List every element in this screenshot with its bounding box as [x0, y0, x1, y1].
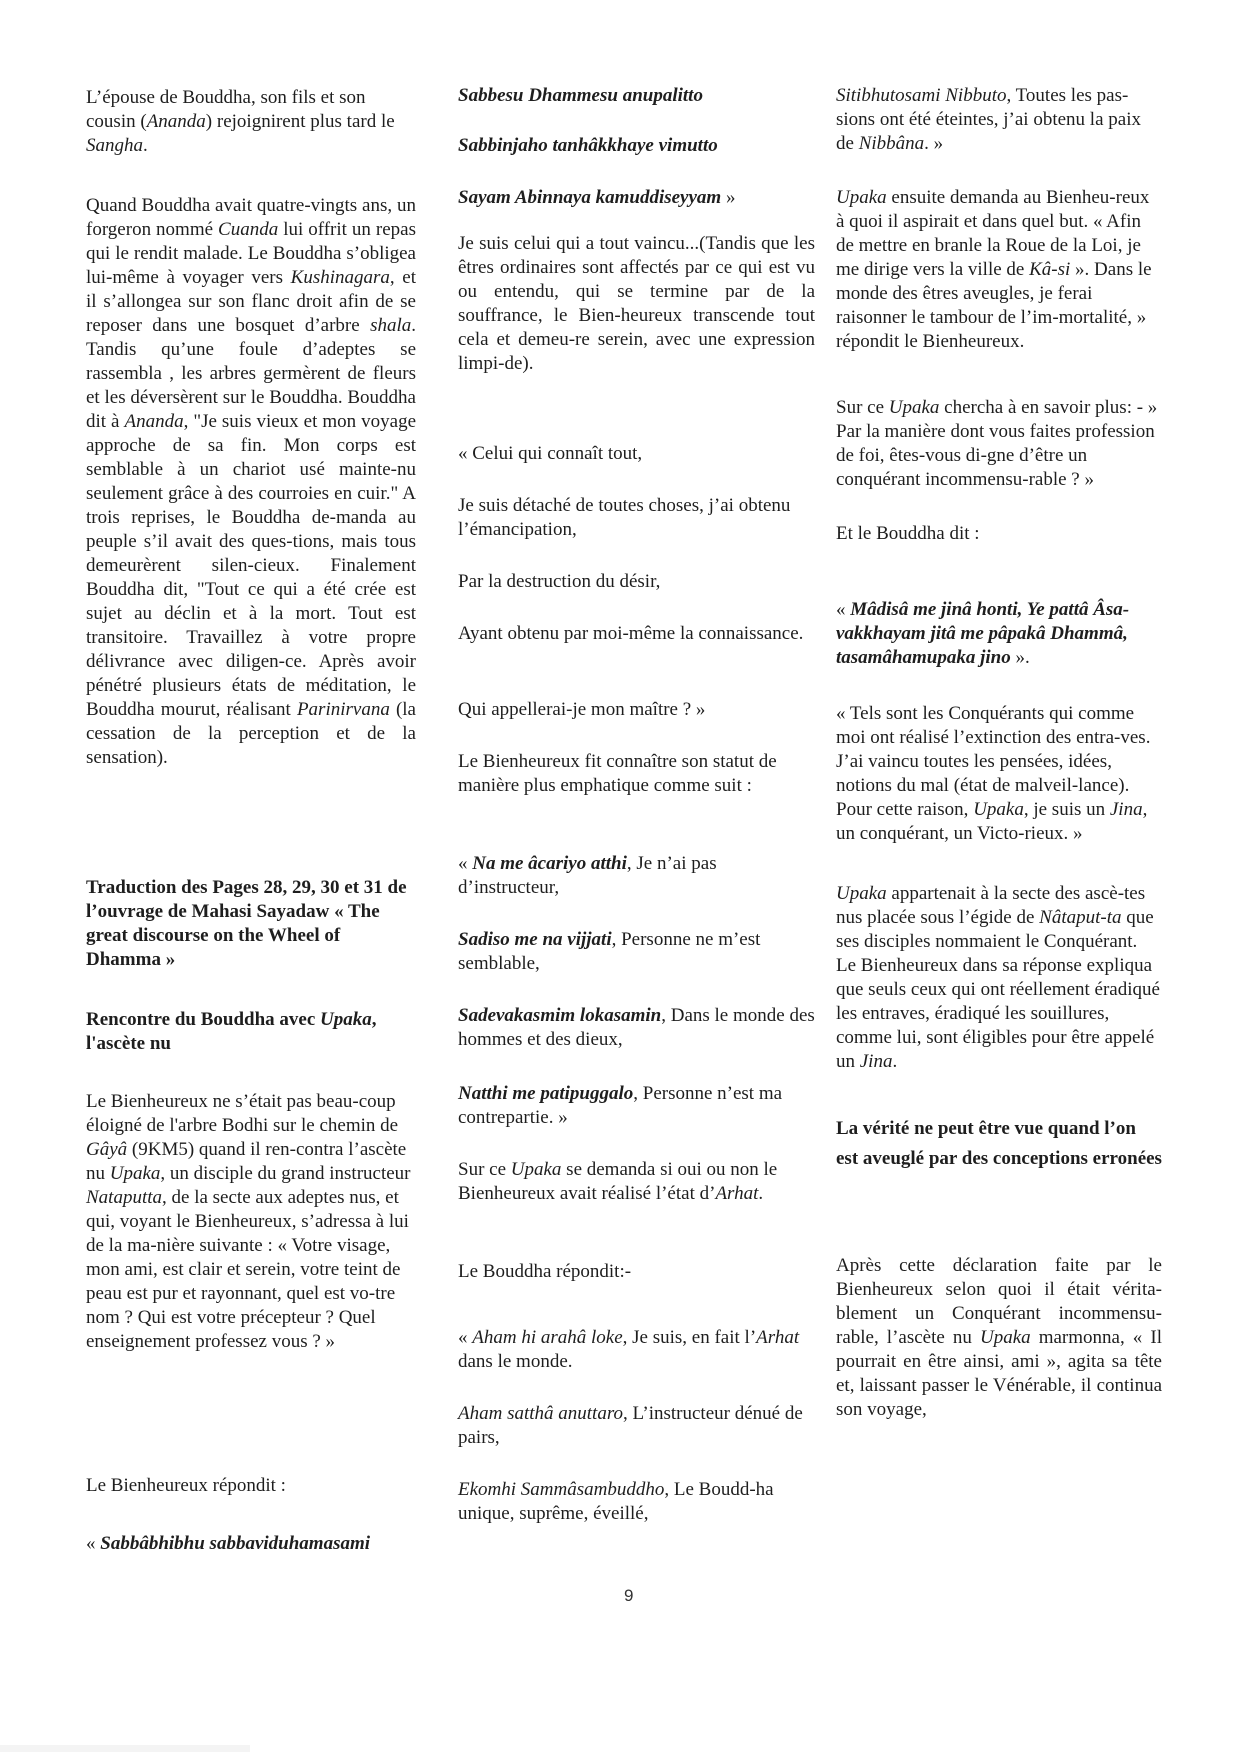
paragraph: Et le Bouddha dit :: [836, 523, 980, 544]
paragraph: Quand Bouddha avait quatre-vingts ans, un forgeron nommé Cuanda lui offrit un repas qui le rendit malade. Le Bouddha s’obligea lui-même à voyager vers Kushinagara, et il s’allongea sur son flanc droit afin de se reposer dans une bosquet d’arbre shala. Tandis qu’une foule d’adeptes se rassembla , les arbres germèrent de fleurs et les déversèrent sur le Bouddha. Bouddha dit à Ananda, "Je suis vieux et mon voyage approche de sa fin. Mon corps est semblable à un chariot usé mainte-nu seulement grâce à des courroies en cuir." A trois reprises, le Bouddha de-manda au peuple s’il avait des ques-tions, mais tous demeurèrent silen-cieux. Finalement Bouddha dit, "Tout ce qui a été crée est sujet au déclin et à la mort. Tout est transitoire. Travaillez à votre propre délivrance avec diligen-ce. Après avoir pénétré plusieurs états de méditation, le Bouddha mourut, réalisant Parinirvana (la cessation de la perception et de la sensation).: [86, 195, 417, 768]
verse: Sitibhutosami Nibbuto, Toutes les pas-sions ont été éteintes, j’ai obtenu la paix de Nibbâna. »: [836, 85, 1141, 154]
paragraph: Je suis détaché de toutes choses, j’ai obtenu l’émancipation,: [458, 495, 791, 540]
paragraph: Le Bienheureux ne s’était pas beau-coup éloigné de l'arbre Bodhi sur le chemin de Gâyâ (9KM5) quand il ren-contra l’ascète nu Upaka, un disciple du grand instructeur Nataputta, de la secte aux adeptes nus, et qui, voyant le Bienheureux, s’adressa à lui de la ma-nière suivante : « Votre visage, mon ami, est clair et serein, votre teint de peau est pur et rayonnant, quel est vo-tre nom ? Qui est votre précepteur ? Quel enseignement professez vous ? »: [86, 1091, 411, 1352]
paragraph: L’épouse de Bouddha, son fils et son cousin (Ananda) rejoignirent plus tard le Sangha.: [86, 87, 395, 156]
section-heading: La vérité ne peut être vue quand l’on est aveuglé par des conceptions erronées: [836, 1118, 1162, 1169]
verse: « Sabbâbhibhu sabbaviduhamasami: [86, 1533, 371, 1554]
paragraph: Après cette déclaration faite par le Bienheureux selon quoi il était vérita-blement un Conquérant incommensu-rable, l’ascète nu Upaka marmonna, « Il pourrait en être ainsi, ami », agita sa tête et, laissant passer le Vénérable, il continua son voyage,: [836, 1255, 1162, 1420]
paragraph: Ayant obtenu par moi-même la connaissance.: [458, 623, 804, 644]
paragraph: Le Bienheureux répondit :: [86, 1475, 286, 1496]
paragraph: Qui appellerai-je mon maître ? »: [458, 699, 706, 720]
section-heading: Rencontre du Bouddha avec Upaka, l'ascète nu: [86, 1009, 377, 1054]
paragraph: « Celui qui connaît tout,: [458, 443, 643, 464]
paragraph: Le Bienheureux fit connaître son statut de manière plus emphatique comme suit :: [458, 751, 777, 796]
verse: Sayam Abinnaya kamuddiseyyam »: [458, 187, 736, 208]
paragraph: Upaka ensuite demanda au Bienheu-reux à quoi il aspirait et dans quel but. « Afin de mettre en branle la Roue de la Loi, je me dirige vers la ville de Kâ-si ». Dans le monde des êtres aveugles, je ferai raisonner le tambour de l’im-mortalité, » répondit le Bienheureux.: [836, 187, 1152, 352]
paragraph: Par la destruction du désir,: [458, 571, 661, 592]
verse: Natthi me patipuggalo, Personne n’est ma contrepartie. »: [458, 1083, 783, 1128]
verse: Ekomhi Sammâsambuddho, Le Boudd-ha unique, suprême, éveillé,: [458, 1479, 774, 1524]
paragraph: « Tels sont les Conquérants qui comme moi ont réalisé l’extinction des entra-ves. J’ai vaincu toutes les pensées, idées, notions du mal (état de malveil-lance). Pour cette raison, Upaka, je suis un Jina, un conquérant, un Victo-rieux. »: [836, 703, 1151, 844]
paragraph: Sur ce Upaka se demanda si oui ou non le Bienheureux avait réalisé l’état d’Arhat.: [458, 1159, 778, 1204]
verse: Sabbesu Dhammesu anupalitto: [458, 85, 703, 106]
verse: Sabbinjaho tanhâkkhaye vimutto: [458, 135, 718, 156]
scan-edge: [0, 1745, 250, 1752]
page-number: 9: [624, 1586, 634, 1605]
paragraph: Le Bouddha répondit:-: [458, 1261, 632, 1282]
paragraph: Upaka appartenait à la secte des ascè-tes nus placée sous l’égide de Nâtaput-ta que ses disciples nommaient le Conquérant. Le Bienheureux dans sa réponse expliqua que seuls ceux qui ont réellement éradiqué les entraves, éradiqué les souillures, comme lui, sont éligibles pour être appelé un Jina.: [836, 883, 1160, 1072]
verse: « Na me âcariyo atthi, Je n’ai pas d’instructeur,: [458, 853, 717, 898]
paragraph: Je suis celui qui a tout vaincu...(Tandis que les êtres ordinaires sont affectés par ce qui est vu ou entendu, qui se termine par de la souffrance, le Bien-heureux transcende tout cela et demeu-re serein, avec une expression limpi-de).: [458, 233, 815, 374]
paragraph: Sur ce Upaka chercha à en savoir plus: - » Par la manière dont vous faites profession de foi, êtes-vous di-gne d’être un conquérant incommensu-rable ? »: [836, 397, 1158, 490]
verse: Aham satthâ anuttaro, L’instructeur dénué de pairs,: [458, 1403, 803, 1448]
verse: Sadiso me na vijjati, Personne ne m’est semblable,: [458, 929, 761, 974]
verse: Sadevakasmim lokasamin, Dans le monde des hommes et des dieux,: [458, 1005, 815, 1050]
section-heading: Traduction des Pages 28, 29, 30 et 31 de l’ouvrage de Mahasi Sayadaw « The great discourse on the Wheel of Dhamma »: [86, 877, 407, 970]
verse: « Mâdisâ me jinâ honti, Ye pattâ Âsa-vakkhayam jitâ me pâpakâ Dhammâ, tasamâhamupaka jino ».: [836, 599, 1130, 668]
verse: « Aham hi arahâ loke, Je suis, en fait l’Arhat dans le monde.: [458, 1327, 800, 1372]
